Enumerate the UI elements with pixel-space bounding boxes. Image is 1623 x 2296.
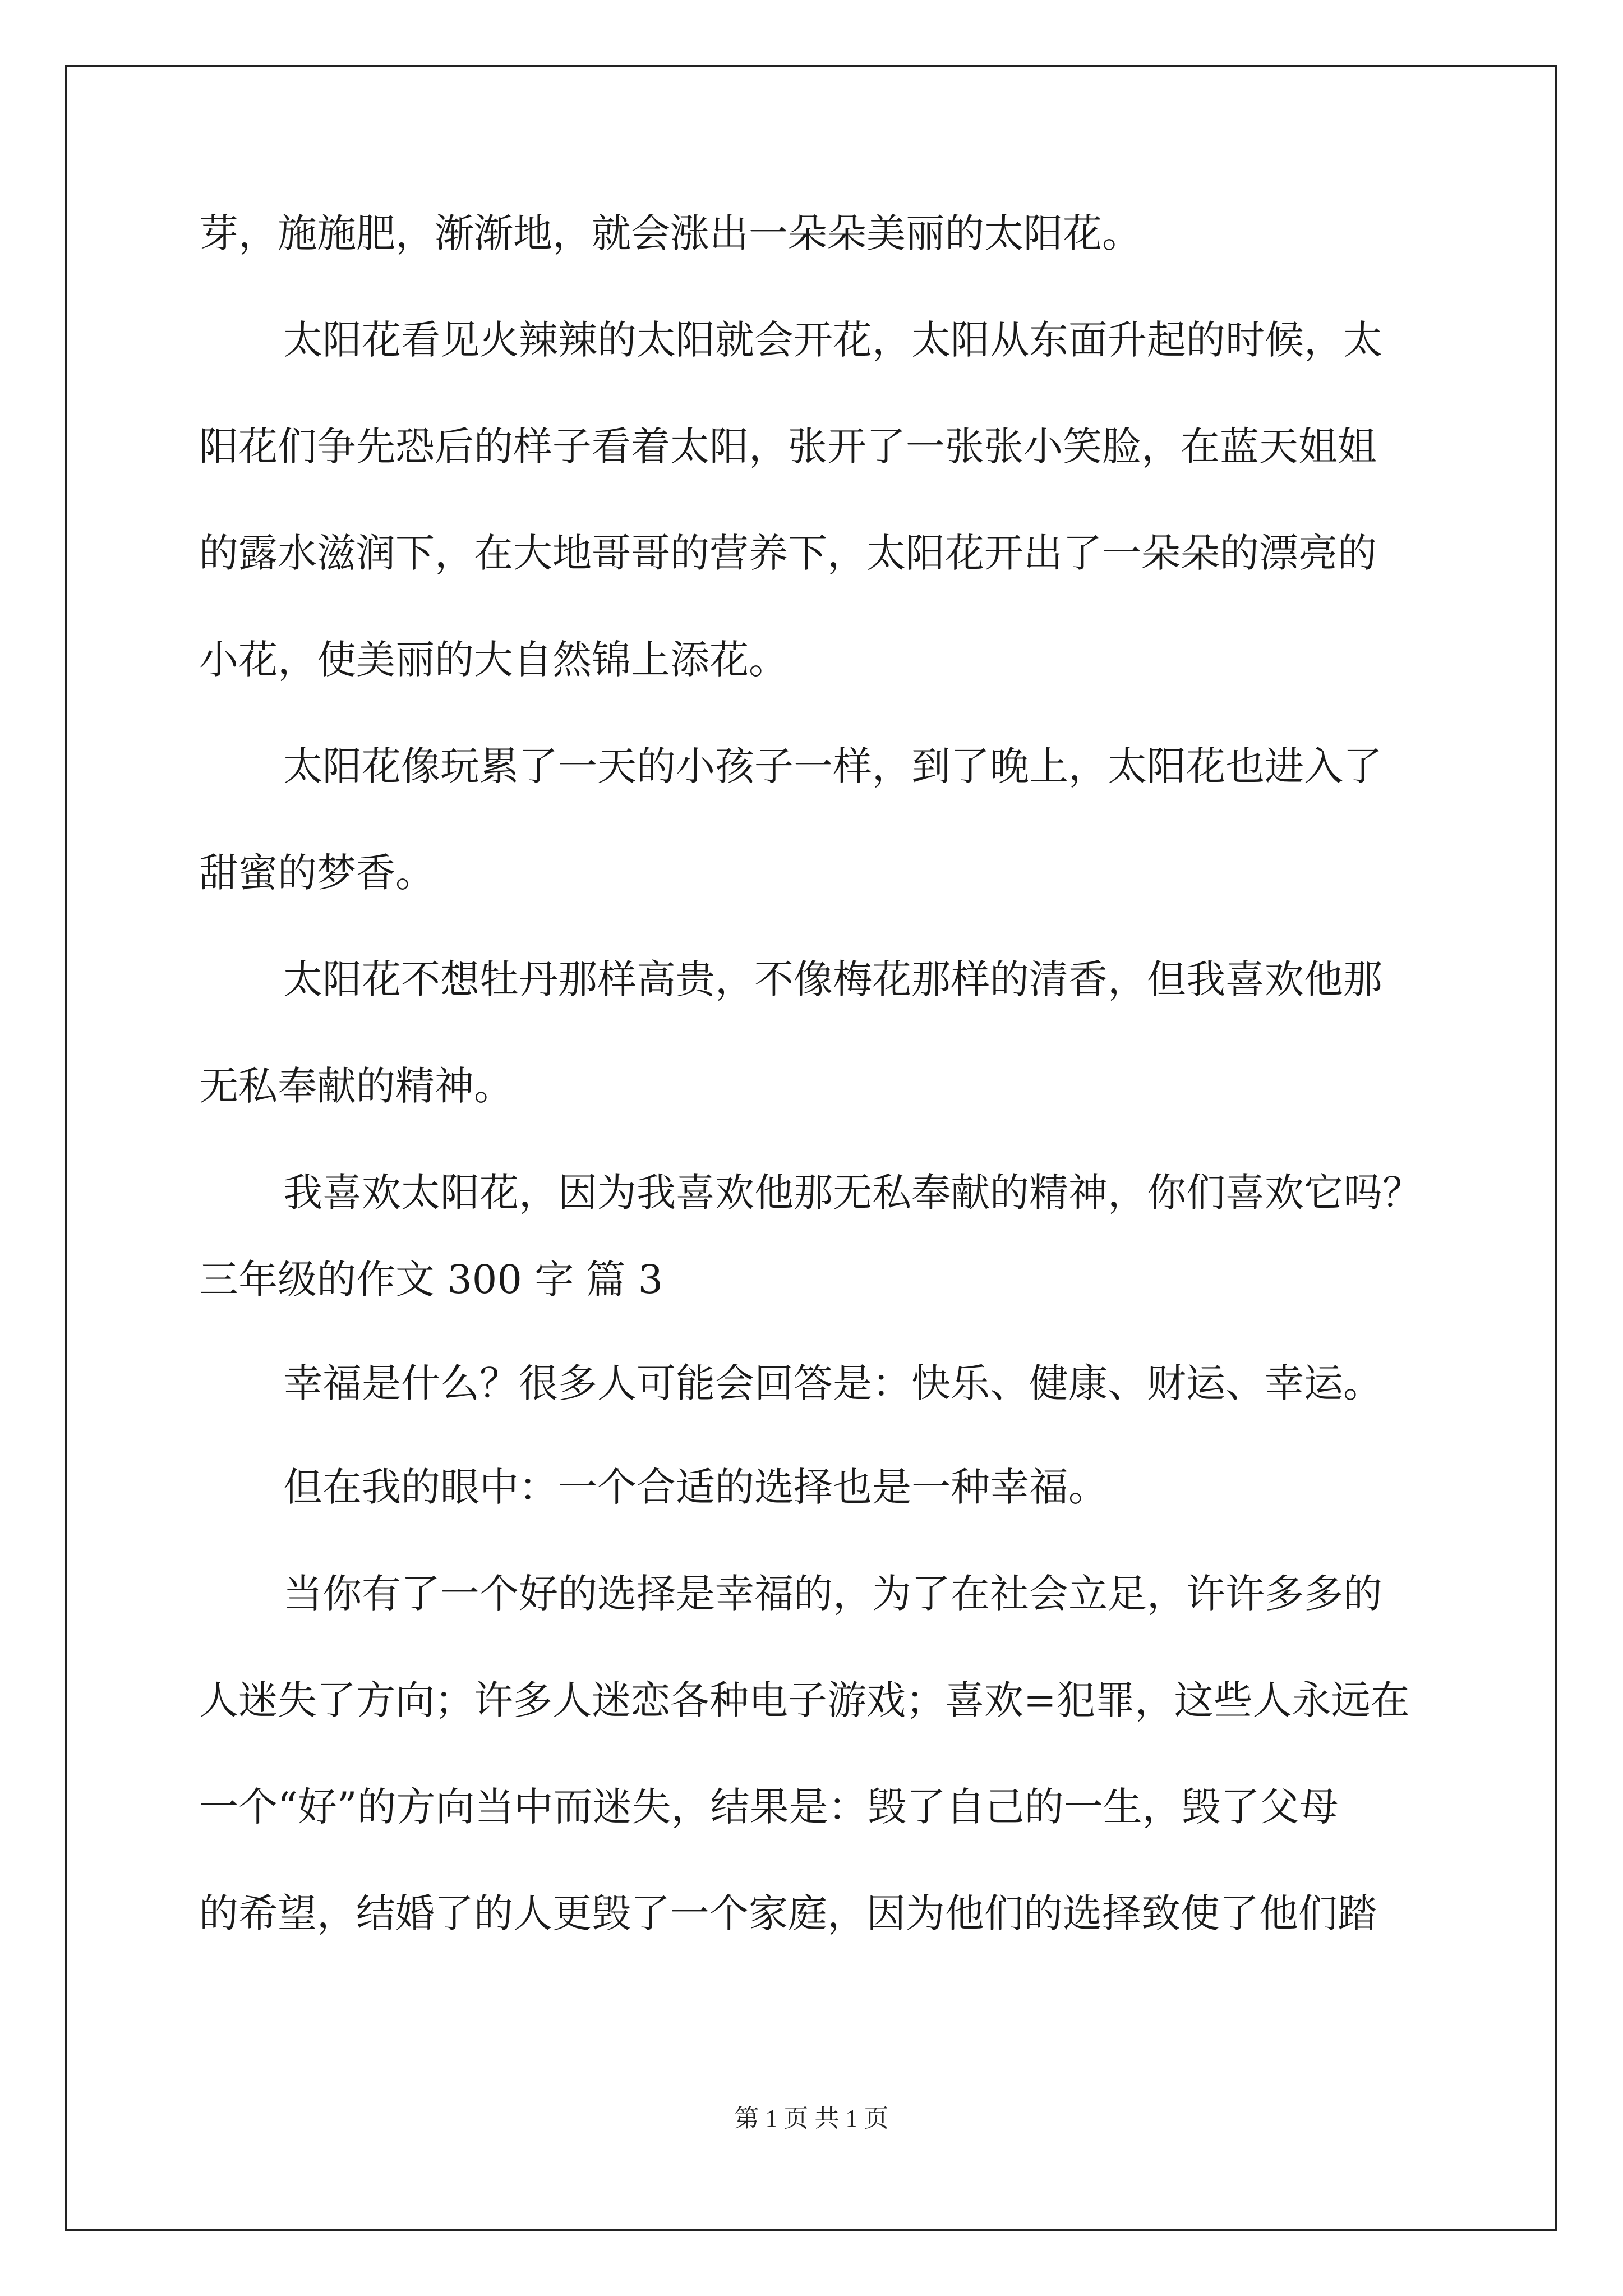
paragraph-line: 无私奉献的精神。	[199, 1063, 513, 1109]
paragraph-line: 甜蜜的梦香。	[199, 850, 435, 896]
paragraph-line: 我喜欢太阳花，因为我喜欢他那无私奉献的精神，你们喜欢它吗？	[283, 1170, 1422, 1216]
paragraph-line: 但在我的眼中：一个合适的选择也是一种幸福。	[283, 1464, 1108, 1510]
page-number-footer: 第 1 页 共 1 页	[734, 2105, 889, 2132]
paragraph-line: 太阳花像玩累了一天的小孩子一样，到了晚上，太阳花也进入了	[283, 743, 1382, 789]
paragraph-line: 太阳花不想牡丹那样高贵，不像梅花那样的清香，但我喜欢他那	[283, 956, 1382, 1002]
paragraph-line: 一个“好”的方向当中而迷失，结果是：毁了自己的一生，毁了父母	[199, 1784, 1339, 1830]
paragraph-line: 小花，使美丽的大自然锦上添花。	[199, 637, 788, 683]
paragraph-line: 人迷失了方向；许多人迷恋各种电子游戏；喜欢=犯罪，这些人永远在	[199, 1677, 1410, 1723]
paragraph-line: 当你有了一个好的选择是幸福的，为了在社会立足，许许多多的	[283, 1571, 1382, 1617]
paragraph-line: 的露水滋润下，在大地哥哥的营养下，太阳花开出了一朵朵的漂亮的	[199, 530, 1377, 576]
paragraph-line: 幸福是什么？很多人可能会回答是：快乐、健康、财运、幸运。	[283, 1360, 1382, 1406]
paragraph-line: 的希望，结婚了的人更毁了一个家庭，因为他们的选择致使了他们踏	[199, 1890, 1377, 1936]
paragraph-line: 太阳花看见火辣辣的太阳就会开花，太阳从东面升起的时候，太	[283, 317, 1382, 363]
paragraph-line: 芽，施施肥，渐渐地，就会涨出一朵朵美丽的太阳花。	[199, 210, 1141, 256]
section-heading: 三年级的作文 300 字 篇 3	[199, 1257, 663, 1303]
paragraph-line: 阳花们争先恐后的样子看着太阳，张开了一张张小笑脸，在蓝天姐姐	[199, 424, 1377, 470]
